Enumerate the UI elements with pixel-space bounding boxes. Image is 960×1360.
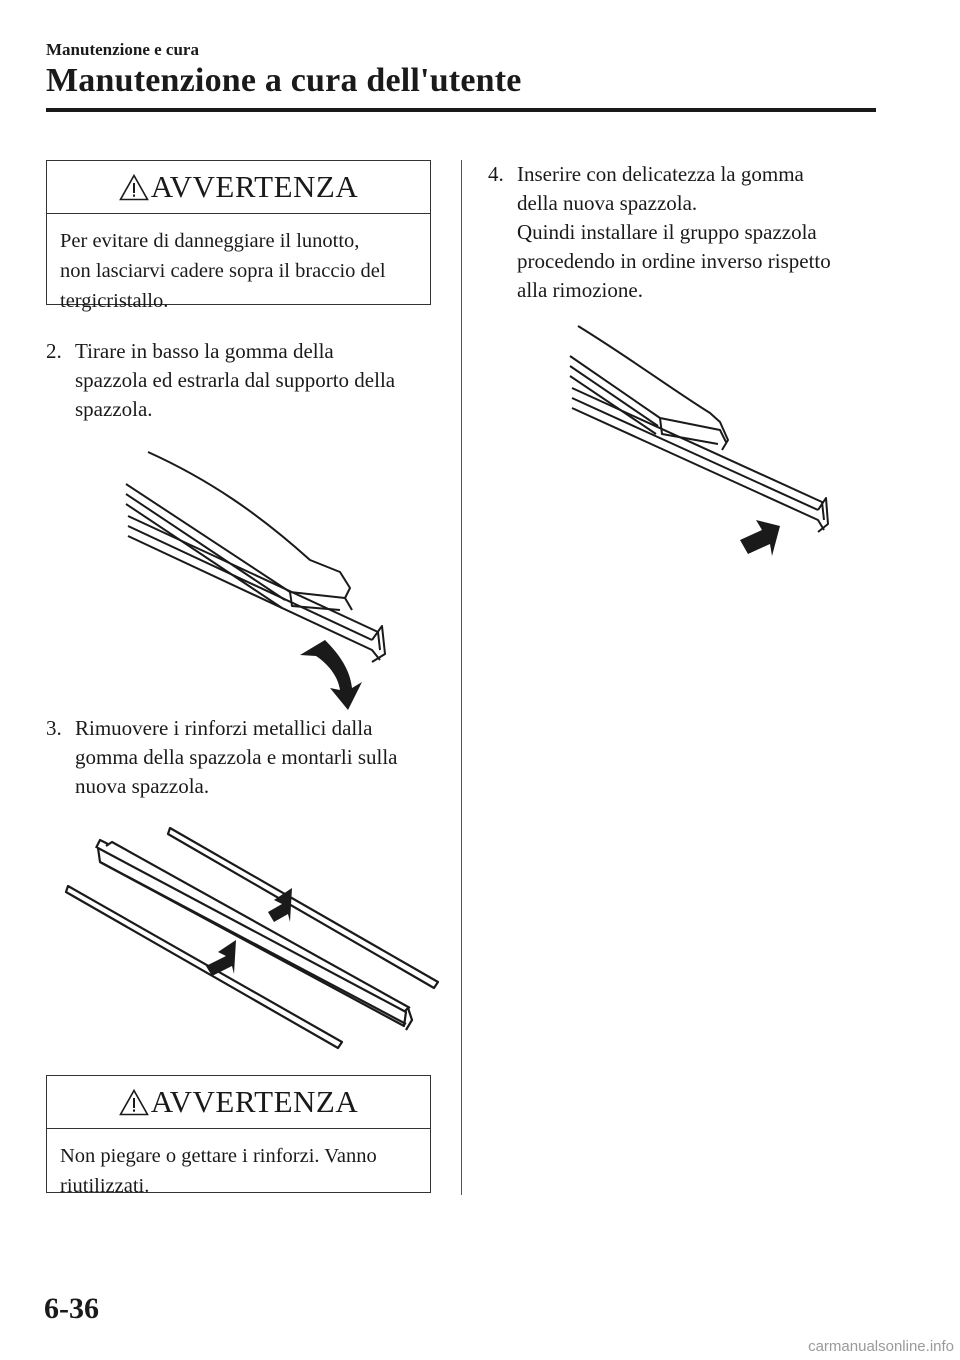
warning-box-2 (46, 1075, 431, 1197)
warning-line: tergicristallo. (60, 290, 169, 312)
warning-body (47, 1129, 430, 1201)
step-text (75, 714, 397, 801)
step-number: 3. (46, 716, 62, 740)
wiper-rubber-pull-illustration (110, 440, 400, 710)
step-line: Quindi installare il gruppo spazzola (517, 220, 817, 244)
step-2 (46, 337, 446, 427)
step-line: spazzola. (75, 397, 153, 421)
section-label: Manutenzione e cura (46, 40, 199, 59)
step-3 (46, 714, 446, 804)
step-line: nuova spazzola. (75, 774, 210, 798)
step-line: Rimuovere i rinforzi metallici dalla (75, 716, 373, 740)
warning-heading-text: AVVERTENZA (150, 1084, 359, 1119)
page-number: 6-36 (44, 1292, 99, 1325)
warning-box-1 (46, 160, 431, 312)
wiper-rubber-insert-illustration (560, 318, 840, 568)
warning-heading-text: AVVERTENZA (150, 169, 359, 204)
page-title: Manutenzione a cura dell'utente (46, 62, 522, 99)
watermark: carmanualsonline.info (808, 1338, 954, 1355)
arrow-icon (740, 520, 780, 556)
warning-triangle-icon (119, 174, 149, 201)
step-line: procedendo in ordine inverso rispetto (517, 249, 831, 273)
step-line: Tirare in basso la gomma della (75, 339, 334, 363)
step-number: 4. (488, 162, 504, 186)
warning-line: Non piegare o gettare i rinforzi. Vanno (60, 1145, 377, 1167)
step-line: Inserire con delicatezza la gomma (517, 162, 804, 186)
column-divider (461, 160, 462, 1195)
warning-line: riutilizzati. (60, 1175, 150, 1197)
reinforcement-strips-illustration (60, 820, 450, 1050)
step-line: alla rimozione. (517, 278, 643, 302)
curved-arrow-icon (300, 640, 362, 710)
warning-triangle-icon (119, 1089, 149, 1116)
step-line: gomma della spazzola e montarli sulla (75, 745, 398, 769)
step-number: 2. (46, 339, 62, 363)
step-4 (488, 160, 908, 310)
warning-heading (47, 161, 430, 214)
step-text (75, 337, 395, 424)
title-divider (46, 108, 876, 112)
warning-body (47, 214, 430, 316)
warning-heading (47, 1076, 430, 1129)
arrow-icon (206, 940, 236, 976)
warning-line: Per evitare di danneggiare il lunotto, (60, 230, 360, 252)
step-line: della nuova spazzola. (517, 191, 698, 215)
step-line: spazzola ed estrarla dal supporto della (75, 368, 396, 392)
step-text (517, 160, 831, 305)
warning-line: non lasciarvi cadere sopra il braccio del (60, 260, 386, 282)
